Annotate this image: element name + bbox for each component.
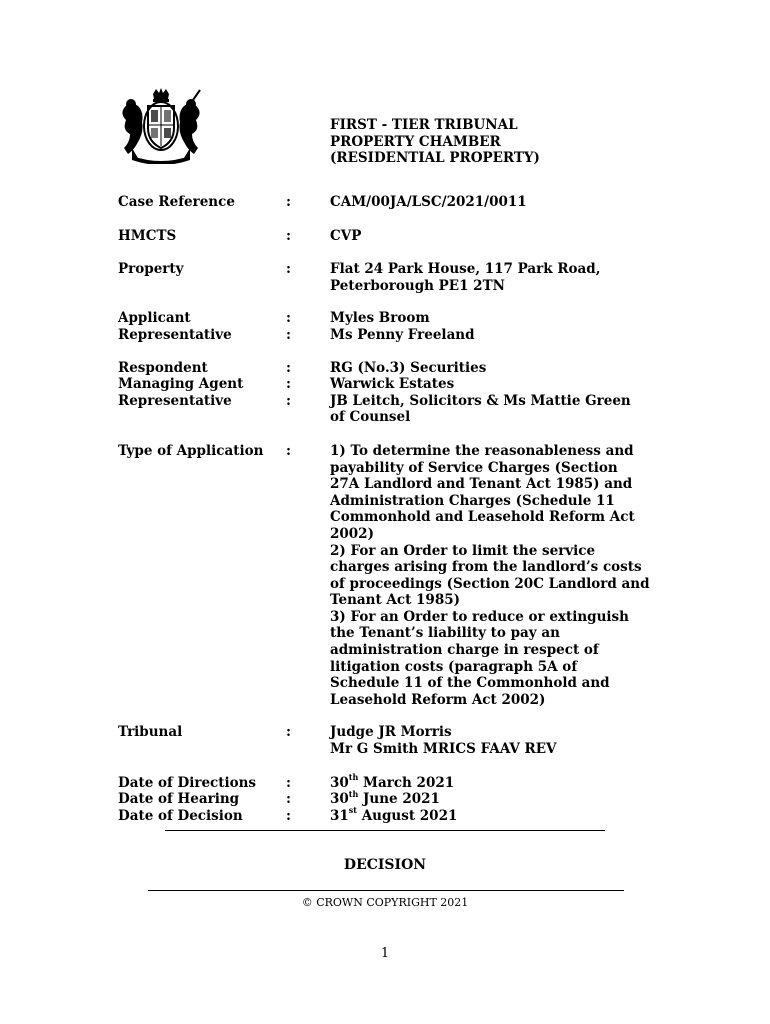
royal-coat-of-arms-icon (118, 88, 204, 164)
date-of-directions (330, 772, 650, 792)
row-dates (118, 772, 658, 825)
decision-heading: DECISION (343, 857, 427, 873)
label: Date of Hearing (118, 791, 240, 808)
label: Managing Agent (118, 376, 244, 393)
page-number: 1 (380, 946, 390, 961)
divider-bottom (148, 890, 624, 891)
label: Case Reference (118, 194, 235, 210)
value: Warwick Estates (330, 376, 455, 393)
colon: : (286, 310, 291, 327)
colon: : (286, 261, 291, 278)
ordinal-suffix: th (348, 788, 359, 799)
month-year: March 2021 (358, 774, 455, 791)
label: HMCTS (118, 227, 177, 244)
day: 30 (330, 791, 349, 808)
label: Representative (118, 326, 232, 343)
value: JB Leitch, Solicitors & Ms Mattie Green of Counsel (330, 392, 631, 426)
label: Respondent (118, 359, 208, 376)
value: Mr G Smith MRICS FAAV REV (330, 741, 557, 758)
colon: : (286, 326, 291, 343)
value: CAM/00JA/LSC/2021/0011 (330, 194, 527, 210)
label: Date of Decision (118, 807, 243, 824)
value: 1) To determine the reasonableness and payability of Service Charges (Section 27A Landlord and Tenant Act 1985) and Administration Charges (Schedule 11 Commonhold and Leasehold Reform Act 2002) (330, 442, 635, 542)
header-line: (RESIDENTIAL PROPERTY) (330, 150, 540, 166)
divider-top (165, 830, 605, 831)
colon: : (286, 227, 291, 244)
value: Flat 24 Park House, 117 Park Road, (330, 261, 601, 278)
row-case-reference (118, 194, 658, 211)
row-type-of-application (118, 443, 658, 709)
label: Applicant (118, 310, 191, 327)
label: Tribunal (118, 724, 183, 741)
colon: : (286, 392, 291, 409)
colon: : (286, 791, 291, 808)
colon: : (286, 194, 291, 210)
label: Date of Directions (118, 774, 257, 791)
value: CVP (330, 227, 362, 244)
case-details (118, 194, 658, 824)
colon: : (286, 442, 291, 459)
value: Ms Penny Freeland (330, 326, 475, 343)
row-tribunal (118, 724, 658, 757)
day: 31 (330, 807, 349, 824)
row-respondent (118, 360, 658, 426)
colon: : (286, 807, 291, 824)
copyright-notice: © CROWN COPYRIGHT 2021 (301, 896, 469, 909)
value: 3) For an Order to reduce or extinguish the Tenant’s liability to pay an administration charge in respect of litigation costs (paragraph 5A of Schedule 11 of the Commonhold and Leasehold Reform Act 2002) (330, 608, 629, 708)
label: Representative (118, 392, 232, 409)
value: 2) For an Order to limit the service charges arising from the landlord’s costs of proceedings (Section 20C Landlord and Tenant Act 1985) (330, 542, 650, 609)
day: 30 (330, 774, 349, 791)
colon: : (286, 774, 291, 791)
label: Type of Application (118, 442, 264, 459)
value: Judge JR Morris (330, 724, 452, 741)
date-of-decision (330, 805, 650, 825)
date-of-hearing (330, 788, 650, 808)
value: Myles Broom (330, 310, 430, 327)
row-property (118, 261, 658, 294)
colon: : (286, 359, 291, 376)
colon: : (286, 724, 291, 741)
ordinal-suffix: th (348, 772, 359, 783)
row-applicant (118, 310, 658, 343)
colon: : (286, 376, 291, 393)
header-line: PROPERTY CHAMBER (330, 133, 501, 150)
ordinal-suffix: st (348, 805, 357, 816)
header-line: FIRST - TIER TRIBUNAL (330, 117, 518, 133)
month-year: June 2021 (358, 791, 440, 808)
tribunal-header (330, 117, 540, 167)
label: Property (118, 261, 184, 278)
row-hmcts (118, 228, 658, 245)
value: Peterborough PE1 2TN (330, 277, 505, 294)
value: RG (No.3) Securities (330, 359, 487, 376)
month-year: August 2021 (357, 807, 458, 824)
